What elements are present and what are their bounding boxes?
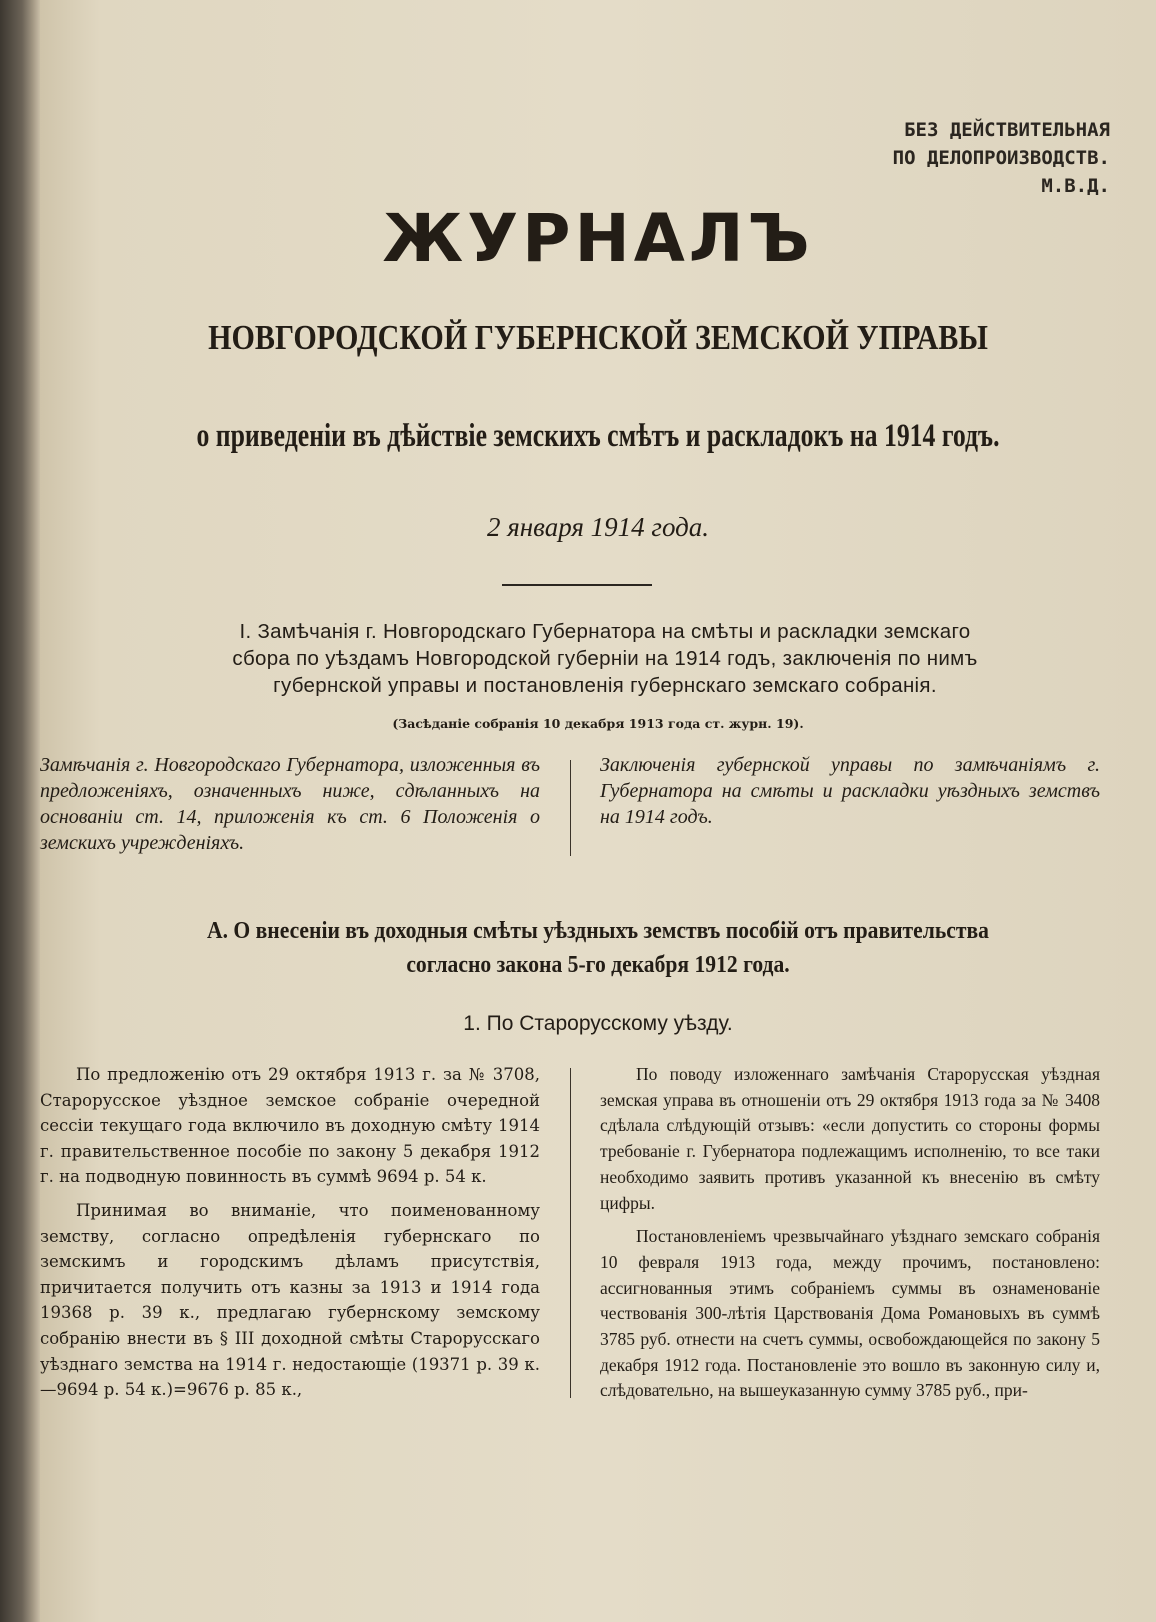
meeting-note: (Засѣданiе собранiя 10 декабря 1913 года ст. журн. 19). bbox=[392, 716, 804, 731]
section-a-heading bbox=[96, 914, 1100, 982]
right-column-heading: Заключенiя губернской управы по замѣчанiямъ г. Губернатора на смѣты и раскладки уѣздныхъ земствъ на 1914 годъ. bbox=[600, 754, 1100, 828]
journal-subtitle: НОВГОРОДСКОЙ ГУБЕРНСКОЙ ЗЕМСКОЙ УПРАВЫ bbox=[208, 318, 988, 357]
journal-subject: о приведенiи въ дѣйствiе земскихъ смѣтъ и раскладокъ на 1914 годъ. bbox=[196, 418, 1000, 454]
column-divider-bottom bbox=[570, 1068, 571, 1398]
stamp-line-2: ПО ДЕЛОПРОИЗВОДСТВ. bbox=[892, 147, 1110, 169]
section-1-line-3: губернской управы и постановленiя губернскаго земскаго собранiя. bbox=[273, 674, 937, 697]
left-paragraph-2: Принимая во вниманiе, что поименованному земству, согласно опредѣленiя губернскаго по земскимъ и городскимъ дѣламъ присутствiя, причитается получить отъ казны за 1913 и 1914 года 19368 р. 39 к., предлагаю губернскому земскому собранiю внести въ § III доходной смѣты Старорусскаго уѣзднаго земства на 1914 г. недостающiе (19371 р. 39 к.—9694 р. 54 к.)=9676 р. 85 к., bbox=[40, 1200, 540, 1400]
left-paragraph-1: По предложенiю отъ 29 октября 1913 г. за № 3708, Старорусское уѣздное земское собранiе очередной сессiи текущаго года включило въ доходную смѣту 1914 г. правительственное пособiе по закону 5 декабря 1912 г. на подводную повинность въ суммѣ 9694 р. 54 к. bbox=[40, 1065, 540, 1187]
section-1-line-1: I. Замѣчанiя г. Новгородскаго Губернатора на смѣты и раскладки земскаго bbox=[239, 620, 971, 643]
left-column-text bbox=[40, 1062, 540, 1411]
right-paragraph-2: Постановленiемъ чрезвычайнаго уѣзднаго земскаго собранiя 10 февраля 1913 года, между прочимъ, постановлено: ассигнованныя этимъ собранiемъ суммы въ ознаменованiе чествованiя 300-лѣтiя Царствованiя Дома Романовыхъ въ суммѣ 3785 руб. отнести на счетъ суммы, освобождающейся по закону 5 декабря 1912 года. Постановленiе это вошло въ законную силу и, слѣдовательно, на вышеуказанную сумму 3785 руб., при- bbox=[600, 1226, 1100, 1401]
right-paragraph-1: По поводу изложеннаго замѣчанiя Старорусская уѣздная земская управа въ отношенiи отъ 29 октября 1913 года за № 3408 сдѣлала слѣдующiй отзывъ: «если допустить со стороны формы требованiе г. Губернатора подлежащимъ исполненiю, то все таки необходимо заявить противъ указанной къ внесенiю въ смѣту цифры. bbox=[600, 1064, 1100, 1213]
section-a-line-2: согласно закона 5-го декабря 1912 года. bbox=[406, 952, 790, 978]
section-a-line-1: А. О внесенiи въ доходныя смѣты уѣздныхъ земствъ пособiй отъ правительства bbox=[207, 918, 989, 944]
document-page bbox=[40, 0, 1156, 1622]
book-spine bbox=[0, 0, 40, 1622]
archive-stamp bbox=[870, 116, 1110, 200]
left-column-heading: Замѣчанiя г. Новгородскаго Губернатора, изложенныя въ предложенiяхъ, означенныхъ ниже, сдѣланныхъ на основанiи ст. 14, приложенiя къ ст. 6 Положенiя о земскихъ учрежденiяхъ. bbox=[40, 754, 540, 854]
right-column-text bbox=[600, 1062, 1100, 1412]
title-divider bbox=[502, 584, 652, 586]
journal-title: ЖУРНАЛЪ bbox=[382, 200, 814, 277]
stamp-line-1: БЕЗ ДЕЙСТВИТЕЛЬНАЯ bbox=[904, 119, 1110, 141]
section-1-heading bbox=[100, 618, 1110, 699]
column-divider-top bbox=[570, 760, 571, 856]
subsection-staraya-russa: 1. По Старорусскому уѣзду. bbox=[463, 1012, 733, 1035]
journal-date: 2 января 1914 года. bbox=[486, 512, 709, 542]
section-1-line-2: сбора по уѣздамъ Новгородской губернiи на 1914 годъ, заключенiя по нимъ bbox=[232, 647, 978, 670]
stamp-line-3: М.В.Д. bbox=[1041, 175, 1110, 197]
